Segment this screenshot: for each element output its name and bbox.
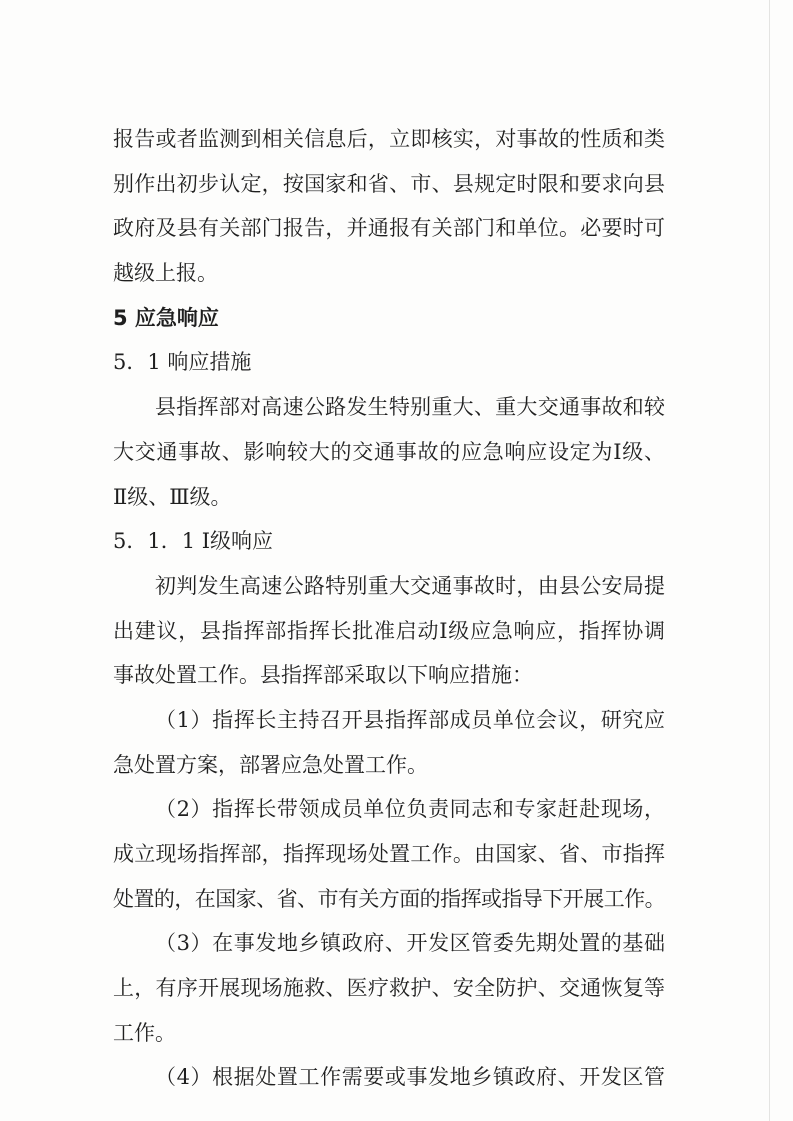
text-line: 处置的，在国家、省、市有关方面的指挥或指导下开展工作。 bbox=[113, 886, 665, 911]
section-5-1-1-paragraph bbox=[113, 564, 665, 698]
section-5-1-paragraph bbox=[113, 385, 665, 519]
section-heading-5: 5 应急响应 bbox=[113, 305, 219, 330]
text-line: 事故处置工作。县指挥部采取以下响应措施： bbox=[113, 663, 533, 688]
intro-paragraph bbox=[113, 117, 665, 296]
text-line: 成立现场指挥部，指挥现场处置工作。由国家、省、市指挥 bbox=[113, 842, 665, 866]
list-item-4 bbox=[113, 1055, 665, 1100]
text-line: 别作出初步认定，按国家和省、市、县规定时限和要求向县 bbox=[113, 171, 665, 196]
text-line: Ⅱ级、Ⅲ级。 bbox=[113, 484, 232, 509]
text-line: 急处置方案，部署应急处置工作。 bbox=[113, 752, 428, 777]
text-line: 大交通事故、影响较大的交通事故的应急响应设定为Ⅰ级、 bbox=[113, 439, 665, 464]
text-line: 初判发生高速公路特别重大交通事故时，由县公安局提 bbox=[155, 573, 665, 598]
section-heading-5-1: 5．1 响应措施 bbox=[113, 350, 252, 375]
list-item-2 bbox=[113, 787, 665, 921]
text-line: 报告或者监测到相关信息后，立即核实，对事故的性质和类 bbox=[113, 127, 665, 151]
text-line: 越级上报。 bbox=[113, 261, 218, 286]
text-line: （1）指挥长主持召开县指挥部成员单位会议，研究应 bbox=[155, 707, 665, 732]
document-body bbox=[113, 117, 665, 1100]
text-line: 出建议，县指挥部指挥长批准启动Ⅰ级应急响应，指挥协调 bbox=[113, 618, 665, 643]
list-item-3 bbox=[113, 921, 665, 1055]
list-item-1 bbox=[113, 698, 665, 787]
text-line: （3）在事发地乡镇政府、开发区管委先期处置的基础 bbox=[155, 931, 665, 956]
text-line: （4）根据处置工作需要或事发地乡镇政府、开发区管 bbox=[155, 1065, 665, 1090]
section-heading-5-1-1: 5．1．1 Ⅰ级响应 bbox=[113, 529, 274, 554]
text-line: 工作。 bbox=[113, 1020, 176, 1045]
text-line: 上，有序开展现场施救、医疗救护、安全防护、交通恢复等 bbox=[113, 976, 665, 1001]
text-line: 县指挥部对高速公路发生特别重大、重大交通事故和较 bbox=[155, 395, 665, 420]
text-line: （2）指挥长带领成员单位负责同志和专家赶赴现场， bbox=[155, 797, 665, 822]
scan-edge-line bbox=[769, 0, 770, 1121]
text-line: 政府及县有关部门报告，并通报有关部门和单位。必要时可 bbox=[113, 216, 665, 241]
